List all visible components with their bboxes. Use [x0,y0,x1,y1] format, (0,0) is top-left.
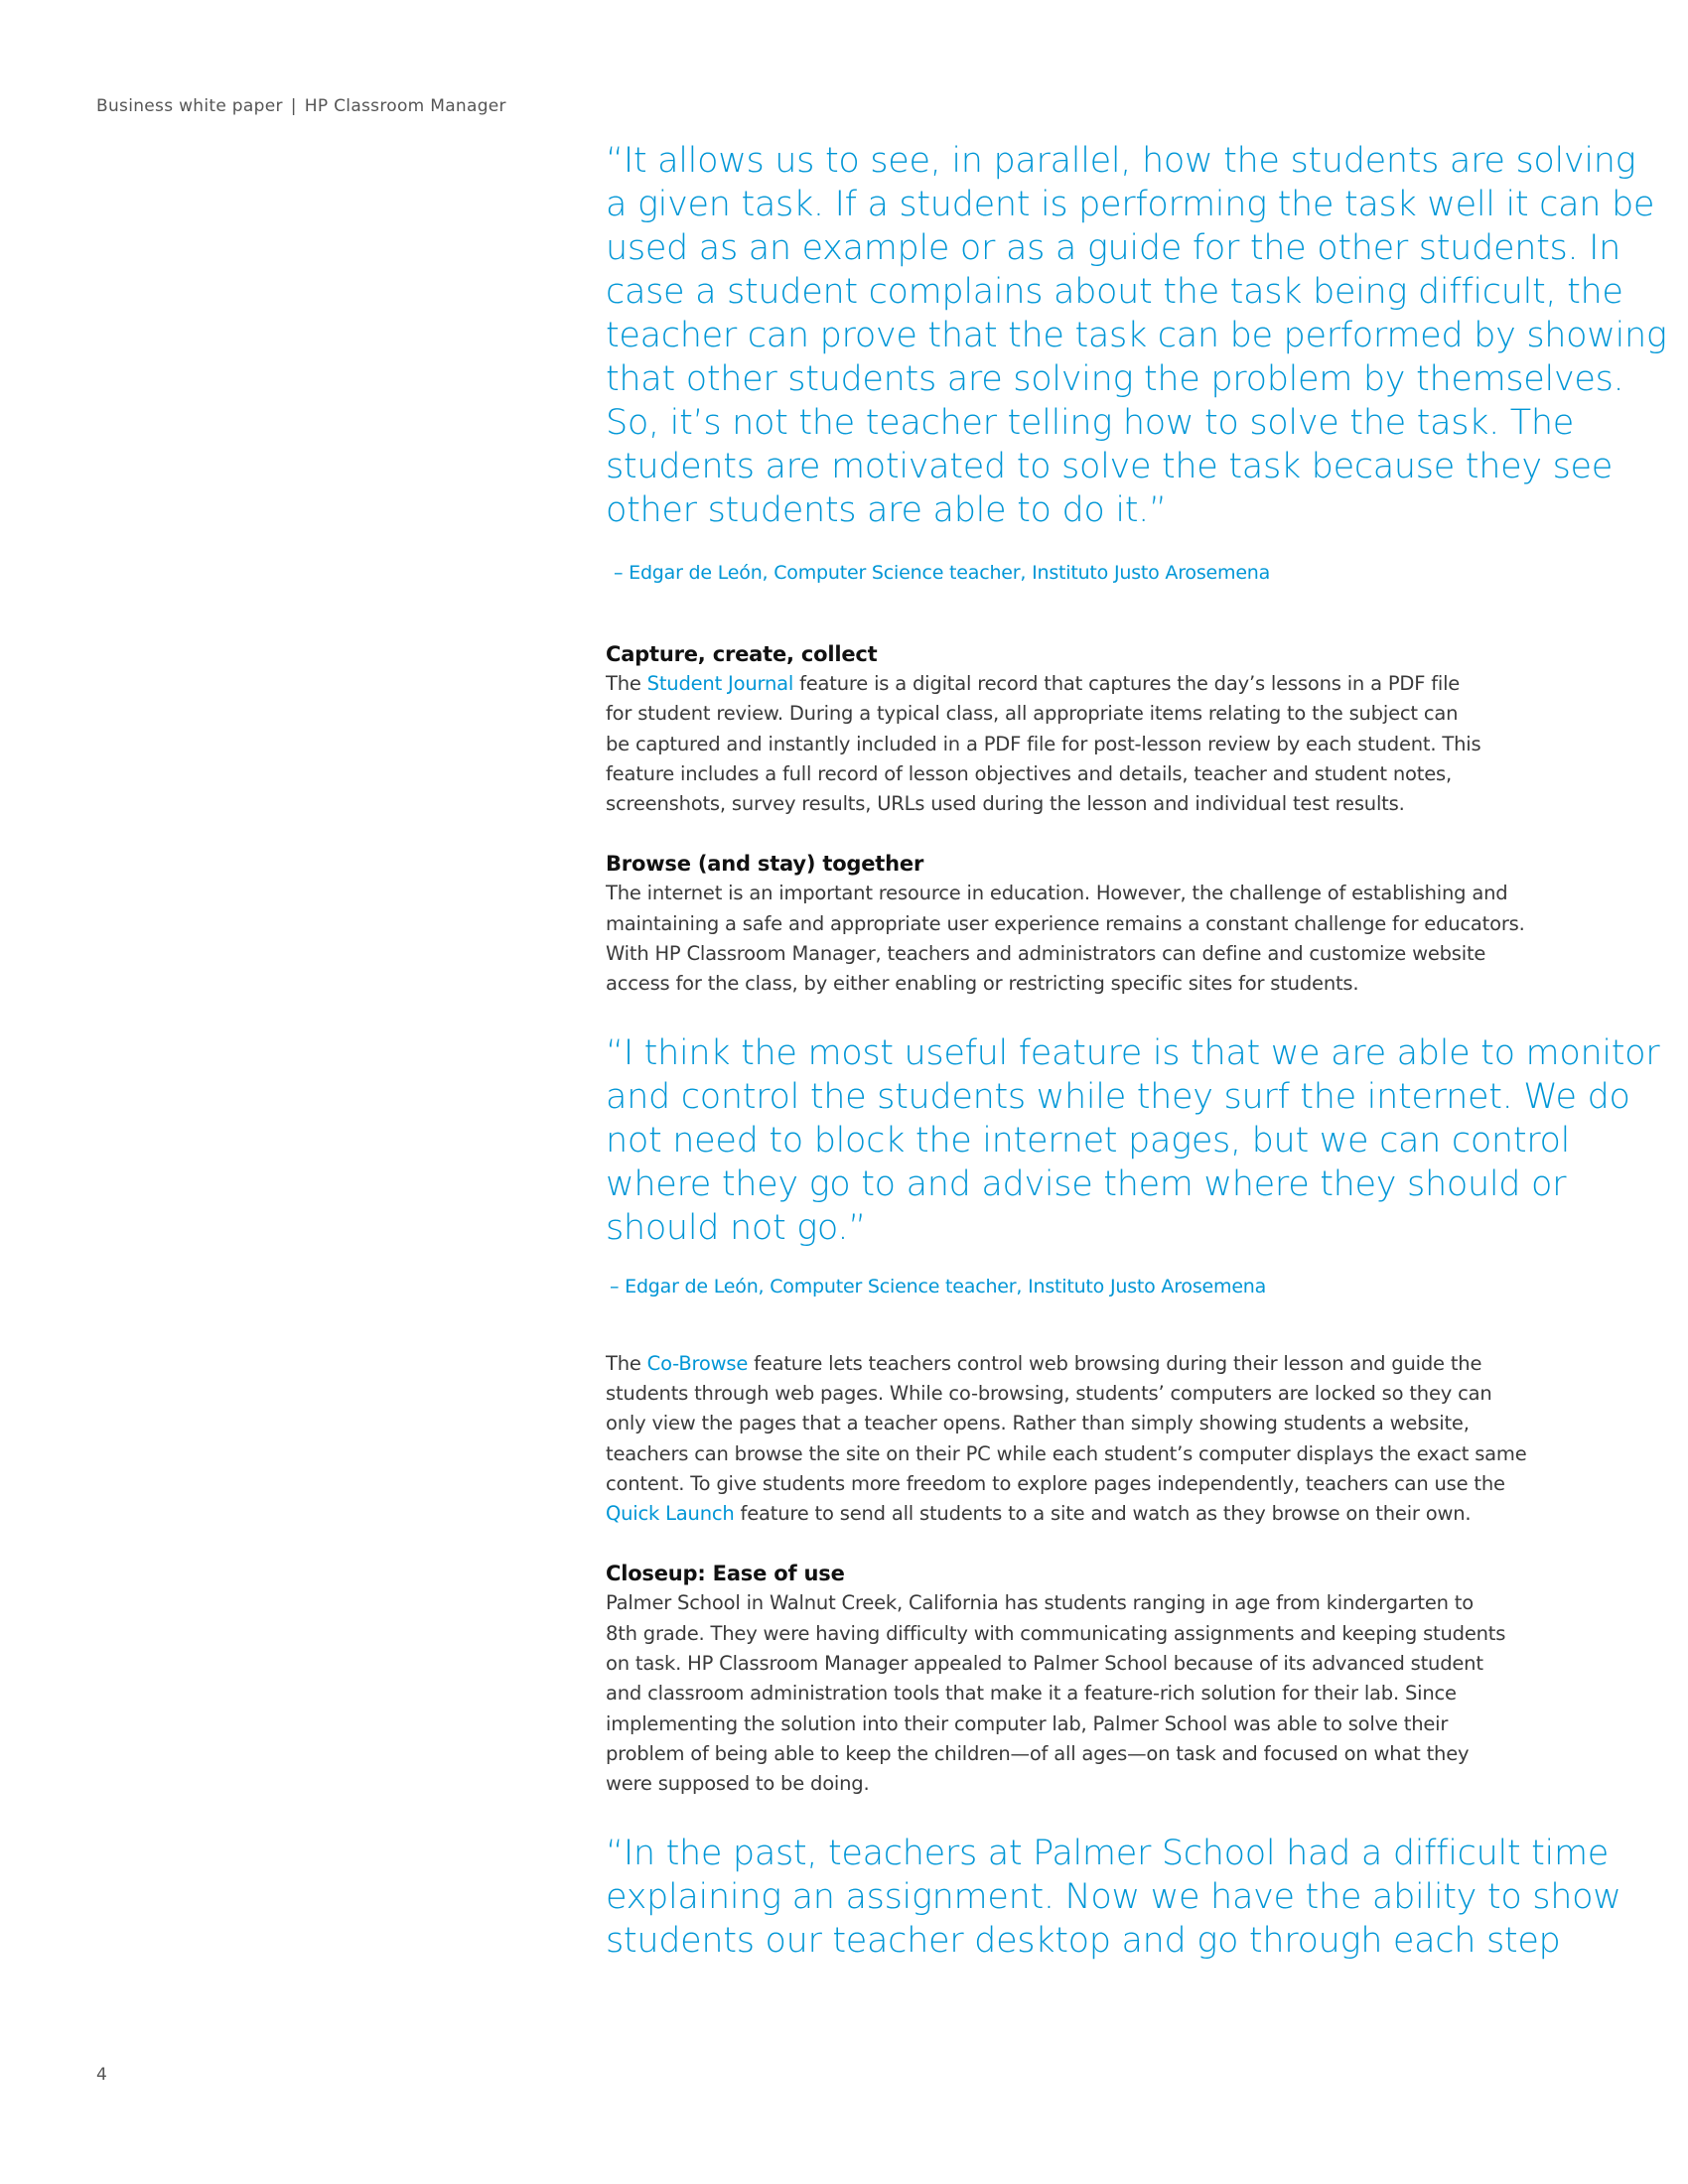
quote-line: that other students are solving the problem by themselves. [606,359,1624,399]
paragraph-line: only view the pages that a teacher opens. Rather than simply showing students a website, [606,1412,1470,1435]
paragraph-line: access for the class, by either enabling or restricting specific sites for students. [606,972,1359,996]
paragraph-line: content. To give students more freedom to explore pages independently, teachers can use the [606,1471,1505,1495]
paragraph-line: be captured and instantly included in a PDF file for post-lesson review by each student. This [606,732,1481,755]
quote-line: a given task. If a student is performing the task well it can be [606,185,1655,224]
quote-line: not need to block the internet pages, but we can control [606,1120,1571,1160]
quote-1-attribution: – Edgar de León, Computer Science teacher, Instituto Justo Arosemena [614,562,1271,584]
paragraph-line: With HP Classroom Manager, teachers and administrators can define and customize website [606,942,1486,966]
pull-quote-1 [606,139,1667,532]
quote-line: and control the students while they surf the internet. We do [606,1076,1630,1117]
paragraph-line: screenshots, survey results, URLs used during the lesson and individual test results. [606,792,1405,816]
paragraph-line: were supposed to be doing. [606,1772,870,1796]
paragraph-line: implementing the solution into their computer lab, Palmer School was able to solve their [606,1711,1449,1735]
paragraph-line: Quick Launch feature to send all students to a site and watch as they browse on their own. [606,1502,1472,1526]
paragraph-line: Palmer School in Walnut Creek, California has students ranging in age from kindergarten to [606,1591,1474,1615]
paragraph-line: The Student Journal feature is a digital record that captures the day’s lessons in a PDF file [606,672,1461,695]
paragraph-browse [606,879,1599,999]
header-separator: | [290,96,297,116]
paragraph-line: on task. HP Classroom Manager appealed to Palmer School because of its advanced student [606,1652,1483,1676]
paragraph-line: teachers can browse the site on their PC while each student’s computer displays the exact same [606,1441,1527,1465]
quick-launch-link[interactable]: Quick Launch [606,1502,735,1526]
paragraph-line: maintaining a safe and appropriate user experience remains a constant challenge for educators. [606,911,1525,935]
quote-line: students our teacher desktop and go through each step [606,1920,1561,1961]
header-doc-type: Business white paper [96,96,283,116]
quote-line: should not go.” [606,1207,867,1248]
quote-line: students are motivated to solve the task because they see [606,447,1613,486]
paragraph-closeup [606,1588,1599,1799]
main-column [606,139,1667,1963]
paragraph-line: 8th grade. They were having difficulty with communicating assignments and keeping students [606,1621,1506,1645]
pull-quote-3 [606,1832,1621,1963]
heading-capture: Capture, create, collect [606,642,878,666]
quote-2-attribution: – Edgar de León, Computer Science teacher, Instituto Justo Arosemena [610,1275,1267,1297]
quote-line: “I think the most useful feature is that we are able to monitor [606,1032,1660,1073]
quote-line: other students are able to do it.” [606,490,1167,530]
quote-line: where they go to and advise them where they should or [606,1163,1567,1204]
student-journal-link[interactable]: Student Journal [646,672,794,695]
paragraph-line: for student review. During a typical class, all appropriate items relating to the subject can [606,702,1459,726]
page-number: 4 [96,2065,107,2085]
paragraph-cobrowse [606,1349,1599,1530]
paragraph-line: The Co-Browse feature lets teachers control web browsing during their lesson and guide the [606,1351,1482,1375]
running-header [96,96,506,116]
heading-closeup: Closeup: Ease of use [606,1562,845,1586]
paragraph-line: The internet is an important resource in education. However, the challenge of establishing and [606,882,1508,905]
paragraph-capture [606,669,1599,819]
pull-quote-2 [606,1031,1660,1250]
quote-line: used as an example or as a guide for the other students. In [606,228,1620,268]
heading-browse: Browse (and stay) together [606,852,924,877]
paragraph-line: problem of being able to keep the children—of all ages—on task and focused on what they [606,1741,1470,1765]
header-product: HP Classroom Manager [304,96,506,116]
quote-line: “In the past, teachers at Palmer School had a difficult time [606,1833,1610,1873]
paragraph-line: students through web pages. While co-browsing, students’ computers are locked so they can [606,1381,1492,1405]
quote-line: explaining an assignment. Now we have the ability to show [606,1876,1621,1917]
paragraph-line: feature includes a full record of lesson objectives and details, teacher and student notes, [606,761,1452,785]
paragraph-line: and classroom administration tools that make it a feature-rich solution for their lab. Since [606,1682,1457,1706]
quote-line: case a student complains about the task being difficult, the [606,272,1623,312]
co-browse-link[interactable]: Co-Browse [646,1351,749,1375]
quote-line: “It allows us to see, in parallel, how the students are solving [606,141,1636,181]
quote-line: teacher can prove that the task can be performed by showing [606,316,1667,355]
quote-line: So, it’s not the teacher telling how to solve the task. The [606,403,1574,443]
